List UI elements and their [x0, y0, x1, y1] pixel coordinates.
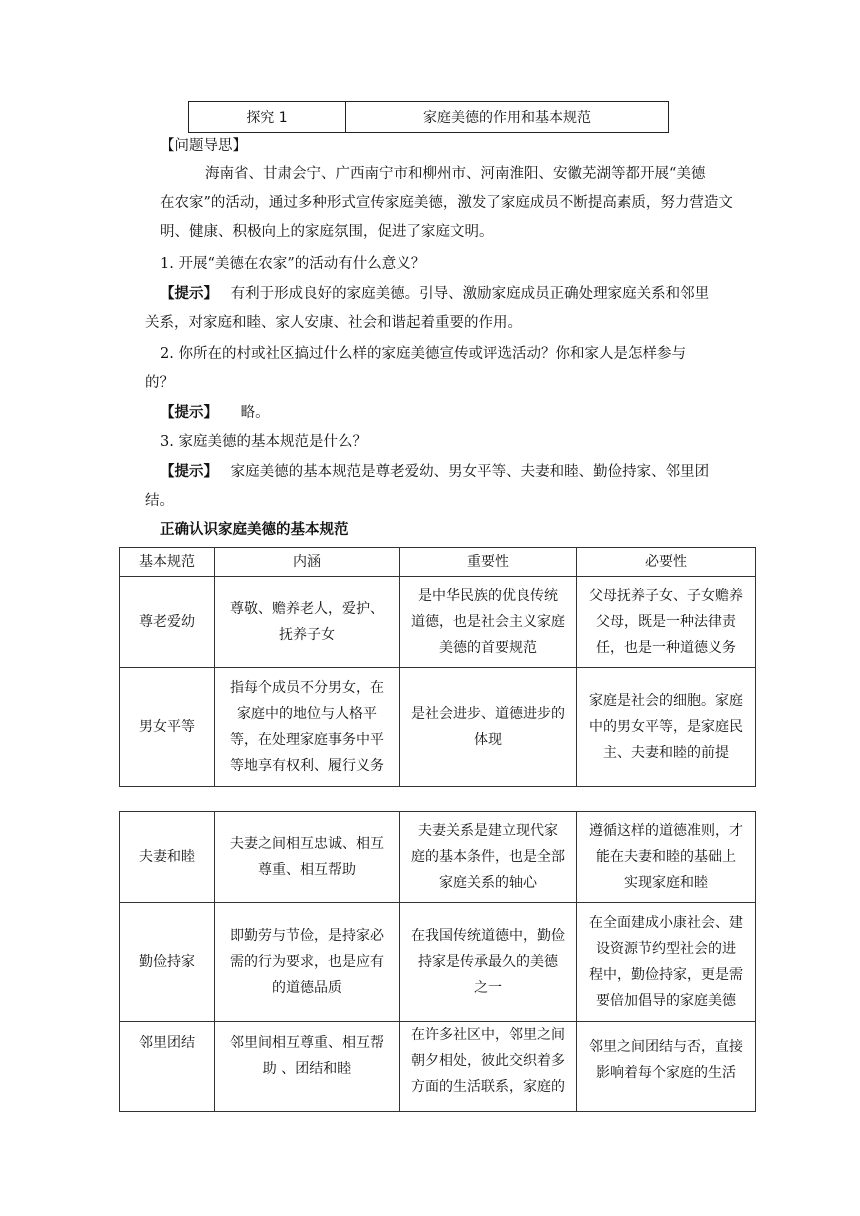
necessity-cell: 在全面建成小康社会、建 设资源节约型社会的进 程中，勤俭持家，更是需 要倍加倡导的家庭美德	[577, 903, 756, 1022]
section-label: 【问题导思】	[160, 138, 247, 154]
question-2-line-1: 2. 你所在的村或社区搞过什么样的家庭美德宣传或评选活动？你和家人是怎样参与	[160, 346, 686, 362]
topic-title: 家庭美德的作用和基本规范	[423, 110, 591, 126]
header-cell: 基本规范	[120, 548, 215, 577]
header-cell: 必要性	[577, 548, 756, 577]
header-cell: 重要性	[400, 548, 577, 577]
answer-1-line-2: 关系，对家庭和睦、家人安康、社会和谐起着重要的作用。	[145, 315, 522, 331]
norm-name-cell: 勤俭持家	[120, 903, 215, 1022]
table-row	[120, 577, 756, 668]
hint-label: 【提示】	[160, 405, 218, 421]
table-row	[120, 1022, 756, 1112]
norm-name-cell: 男女平等	[120, 668, 215, 787]
topic-header-box	[188, 101, 669, 133]
importance-cell: 是社会进步、道德进步的 体现	[400, 668, 577, 787]
hint-label: 【提示】	[160, 286, 218, 302]
norm-name-cell: 尊老爱幼	[120, 577, 215, 668]
importance-cell: 是中华民族的优良传统 道德，也是社会主义家庭 美德的首要规范	[400, 577, 577, 668]
necessity-cell: 遵循这样的道德准则，才 能在夫妻和睦的基础上 实现家庭和睦	[577, 812, 756, 903]
necessity-cell: 家庭是社会的细胞。家庭 中的男女平等，是家庭民 主、夫妻和睦的前提	[577, 668, 756, 787]
norms-table-2	[119, 811, 756, 1112]
importance-cell: 在我国传统道德中，勤俭 持家是传承最久的美德 之一	[400, 903, 577, 1022]
importance-cell: 夫妻关系是建立现代家 庭的基本条件，也是全部 家庭关系的轴心	[400, 812, 577, 903]
answer-1-text: 有利于形成良好的家庭美德。引导、激励家庭成员正确处理家庭关系和邻里	[230, 286, 710, 302]
intro-line-2: 在农家”的活动，通过多种形式宣传家庭美德，激发了家庭成员不断提高素质，努力营造文	[160, 195, 733, 211]
topic-number: 探究 1	[189, 102, 346, 132]
norm-name-cell: 邻里团结	[120, 1022, 215, 1112]
connotation-cell: 即勤劳与节俭，是持家必 需的行为要求，也是应有 的道德品质	[215, 903, 400, 1022]
table-row	[120, 668, 756, 787]
connotation-cell: 尊敬、赡养老人，爱护、 抚养子女	[215, 577, 400, 668]
table-title: 正确认识家庭美德的基本规范	[160, 522, 349, 538]
question-2-line-2: 的？	[145, 375, 174, 391]
table-row	[120, 812, 756, 903]
answer-3-text: 家庭美德的基本规范是尊老爱幼、男女平等、夫妻和睦、勤俭持家、邻里团	[230, 464, 710, 480]
question-1: 1. 开展“美德在农家”的活动有什么意义？	[160, 256, 426, 272]
table-header-row	[120, 548, 756, 577]
norm-name-cell: 夫妻和睦	[120, 812, 215, 903]
answer-2-text: 略。	[240, 405, 270, 421]
connotation-cell: 邻里间相互尊重、相互帮 助 、团结和睦	[215, 1022, 400, 1112]
answer-1-line-1	[160, 280, 709, 309]
answer-3-line-1	[160, 458, 709, 487]
answer-2	[160, 399, 270, 428]
answer-3-line-2: 结。	[145, 493, 174, 509]
question-3: 3. 家庭美德的基本规范是什么？	[160, 434, 367, 450]
importance-cell: 在许多社区中，邻里之间 朝夕相处，彼此交织着多 方面的生活联系，家庭的	[400, 1022, 577, 1112]
norms-table-1	[119, 547, 756, 787]
intro-line-1: 海南省、甘肃会宁、广西南宁市和柳州市、河南淮阳、安徽芜湖等都开展“美德	[205, 166, 706, 182]
hint-label: 【提示】	[160, 464, 218, 480]
intro-line-3: 明、健康、积极向上的家庭氛围，促进了家庭文明。	[160, 224, 494, 240]
necessity-cell: 邻里之间团结与否，直接 影响着每个家庭的生活	[577, 1022, 756, 1112]
header-cell: 内涵	[215, 548, 400, 577]
connotation-cell: 指每个成员不分男女，在 家庭中的地位与人格平 等，在处理家庭事务中平 等地享有权利、履行义务	[215, 668, 400, 787]
necessity-cell: 父母抚养子女、子女赡养 父母，既是一种法律责 任，也是一种道德义务	[577, 577, 756, 668]
connotation-cell: 夫妻之间相互忠诚、相互 尊重、相互帮助	[215, 812, 400, 903]
table-row	[120, 903, 756, 1022]
